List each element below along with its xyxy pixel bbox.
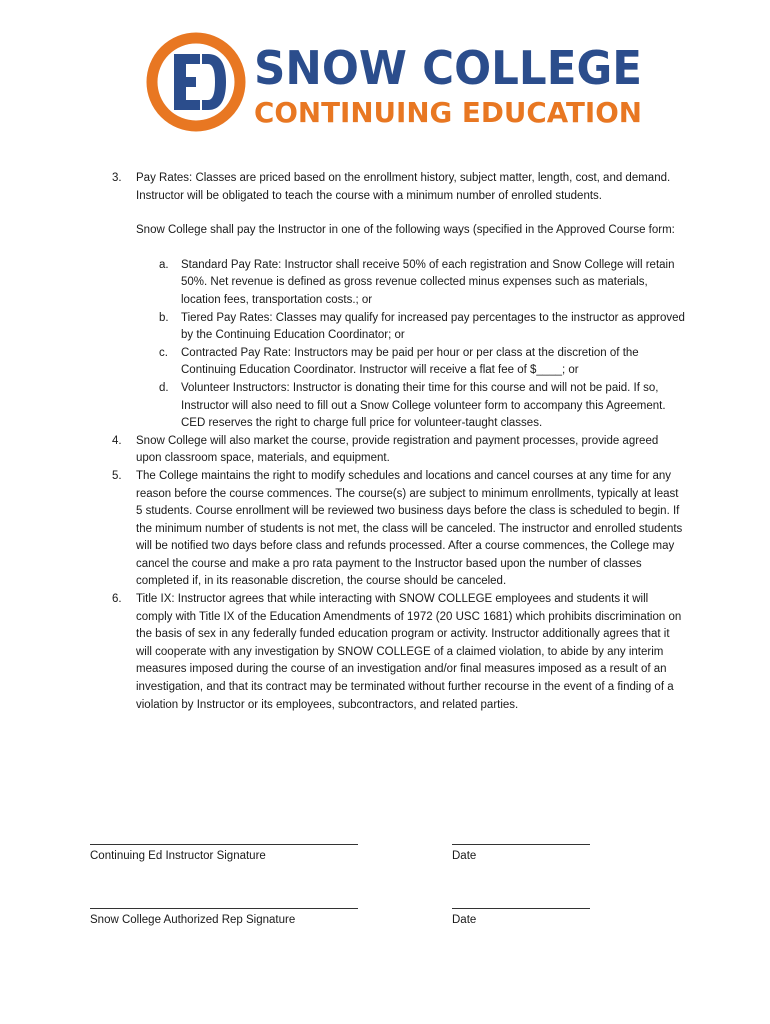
svg-text:CONTINUING EDUCATION: CONTINUING EDUCATION [254,96,642,129]
clause-text: The College maintains the right to modify schedules and locations and cancel courses at any time for any reason before the course commences. The course(s) are subject to minimum enrollments, typically at least 5 students. Course enrollment will be reviewed two business days before the class is scheduled to begin. If the minimum number of students is not met, the class will be canceled. The instructor and enrolled students will be notified two days before class and refunds processed. After a course commences, the College may cancel the course and make a pro rata payment to the Instructor based upon the number of classes completed if, in its reasonable discretion, the course should be canceled. [136,469,683,588]
ed-monogram-icon [146,32,246,132]
clause-5 [90,468,685,591]
option-text: Standard Pay Rate: Instructor shall receive 50% of each registration and Snow College will retain 50%. Net revenue is defined as gross revenue collected minus expenses such as materials, location fees, transportation costs.; or [181,258,675,306]
clause-3 [90,170,685,433]
clause-number: 4. [112,434,122,447]
rep-date-line[interactable] [452,908,590,909]
pay-option-b [136,310,685,345]
instructor-signature-line[interactable] [90,844,358,845]
clause-number: 6. [112,593,122,606]
clause-text: Title IX: Instructor agrees that while interacting with SNOW COLLEGE employees and students it will comply with Title IX of the Education Amendments of 1972 (20 USC 1681) which prohibits discrimination on the basis of sex in any federally funded education program or activity. Instructor additionally agrees that it will cooperate with any investigation by SNOW COLLEGE of a claimed violation, to abide by any interim measures imposed during the course of an investigation and/or final measures imposed as a result of an investigation, and that its contract may be terminated without further recourse in the event of a finding of a violation by Instructor or its employees, subcontractors, and related parties. [136,593,682,711]
svg-text:SNOW COLLEGE: SNOW COLLEGE [254,41,642,94]
brand-title [254,38,654,94]
option-text: Volunteer Instructors: Instructor is donating their time for this course and will not be paid. If so, Instructor will also need to fill out a Snow College volunteer form to accompany this Agreement. CED reserves the right to charge full price for volunteer-taught classes. [181,381,666,430]
option-letter: d. [159,381,169,394]
clause-text: Pay Rates: Classes are priced based on the enrollment history, subject matter, length, cost, and demand. Instructor will be obligated to teach the course with a minimum number of enrolled students. [136,172,671,202]
clause-number: 3. [112,172,122,184]
option-text: Contracted Pay Rate: Instructors may be paid per hour or per class at the discretion of the Continuing Education Coordinator. Instructor will receive a flat fee of $____; or [181,346,639,377]
clause-number: 5. [112,469,122,482]
clause-6 [90,591,685,714]
option-letter: b. [159,311,169,324]
instructor-date-label: Date [452,850,477,862]
instructor-signature-label: Continuing Ed Instructor Signature [90,850,266,862]
rep-signature-line[interactable] [90,908,358,909]
pay-options-list [136,257,685,433]
clause-text: Snow College will also market the course, provide registration and payment processes, provide agreed upon classroom space, materials, and equipment. [136,434,659,465]
rep-signature-label: Snow College Authorized Rep Signature [90,914,296,926]
option-text: Tiered Pay Rates: Classes may qualify for increased pay percentages to the instructor as approved by the Continuing Education Coordinator; or [181,311,685,342]
option-letter: c. [159,346,168,359]
pay-option-a [136,257,685,310]
option-letter: a. [159,258,169,271]
agreement-body [90,170,685,714]
rep-date-label: Date [452,914,477,926]
pay-option-d [136,380,685,433]
clause-paragraph: Snow College shall pay the Instructor in one of the following ways (specified in the Approved Course form: [136,224,675,237]
clause-4 [90,433,685,468]
pay-option-c [136,345,685,380]
snow-college-logo [146,32,646,136]
instructor-date-line[interactable] [452,844,590,845]
brand-subtitle [254,92,654,132]
